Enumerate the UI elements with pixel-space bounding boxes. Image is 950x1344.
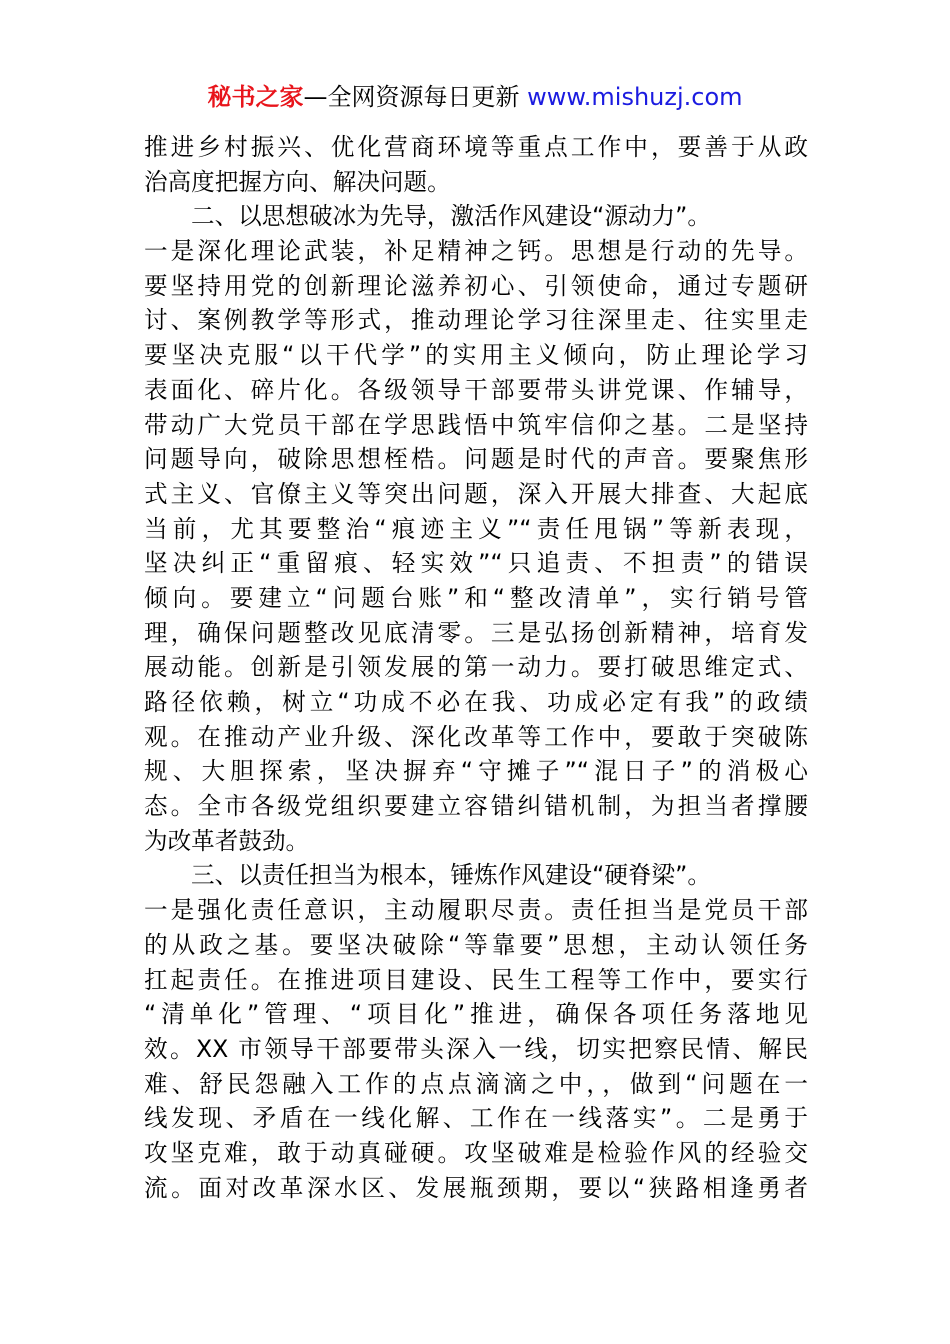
text-line: 线发现、矛盾在一线化解、工作在一线落实”。二是勇于 xyxy=(144,1104,808,1133)
text-line: 展动能。创新是引领发展的第一动力。要打破思维定式、 xyxy=(144,653,808,682)
text-line: 倾向。要建立“问题台账”和“整改清单”，实行销号管 xyxy=(144,583,808,612)
text-line: 一是强化责任意识，主动履职尽责。责任担当是党员干部 xyxy=(144,896,808,925)
text-line: 理，确保问题整改见底清零。三是弘扬创新精神，培育发 xyxy=(144,618,808,647)
text-line: 讨、案例教学等形式，推动理论学习往深里走、往实里走 xyxy=(144,306,808,335)
text-line: 推进乡村振兴、优化营商环境等重点工作中，要善于从政 xyxy=(144,133,808,161)
text-line: 扛起责任。在推进项目建设、民生工程等工作中，要实行 xyxy=(144,965,808,994)
document-body xyxy=(144,130,808,1205)
text-line: 难、舒民怨融入工作的点点滴滴之中，，做到“问题在一 xyxy=(144,1069,808,1098)
text-line: 为改革者鼓劲。 xyxy=(144,826,310,855)
section-heading: 三、以责任担当为根本，锤炼作风建设“硬脊梁”。 xyxy=(191,861,711,890)
site-tagline: —全网资源每日更新 xyxy=(303,83,528,111)
text-line: 的从政之基。要坚决破除“等靠要”思想，主动认领任务 xyxy=(144,930,808,959)
site-url-link[interactable]: www.mishuzj.com xyxy=(527,83,743,111)
site-header xyxy=(0,80,950,114)
text-line: 态。全市各级党组织要建立容错纠错机制，为担当者撑腰 xyxy=(144,792,808,821)
text-line: 攻坚克难，敢于动真碰硬。攻坚破难是检验作风的经验交 xyxy=(144,1138,808,1167)
text-line: 规、大胆探索，坚决摒弃“守摊子”“混日子”的消极心 xyxy=(144,757,808,786)
text-line: 问题导向，破除思想桎梏。问题是时代的声音。要聚焦形 xyxy=(144,445,808,474)
text-line: “清单化”管理、“项目化”推进，确保各项任务落地见 xyxy=(144,1000,808,1029)
site-brand: 秘书之家 xyxy=(207,83,304,111)
text-line: 一是深化理论武装，补足精神之钙。思想是行动的先导。 xyxy=(144,237,808,266)
text-line: 要坚持用党的创新理论滋养初心、引领使命，通过专题研 xyxy=(144,271,808,300)
text-line: 观。在推动产业升级、深化改革等工作中，要敢于突破陈 xyxy=(144,722,808,751)
text-line: 式主义、官僚主义等突出问题，深入开展大排查、大起底 xyxy=(144,479,808,508)
text-line: 表面化、碎片化。各级领导干部要带头讲党课、作辅导， xyxy=(144,375,808,404)
text-line: 流。面对改革深水区、发展瓶颈期，要以“狭路相逢勇者 xyxy=(144,1173,808,1202)
text-line: 要坚决克服“以干代学”的实用主义倾向，防止理论学习 xyxy=(144,341,808,370)
text-line: 坚决纠正“重留痕、轻实效”“只追责、不担责”的错误 xyxy=(144,549,808,578)
text-line: 带动广大党员干部在学思践悟中筑牢信仰之基。二是坚持 xyxy=(144,410,808,439)
section-heading: 二、以思想破冰为先导，激活作风建设“源动力”。 xyxy=(191,202,711,231)
text-line: 效。XX 市领导干部要带头深入一线，切实把察民情、解民 xyxy=(144,1034,808,1063)
text-line: 治高度把握方向、解决问题。 xyxy=(144,167,451,196)
text-line: 当前，尤其要整治“痕迹主义”“责任甩锅”等新表现， xyxy=(144,514,808,543)
text-line: 路径依赖，树立“功成不必在我、功成必定有我”的政绩 xyxy=(144,688,808,716)
